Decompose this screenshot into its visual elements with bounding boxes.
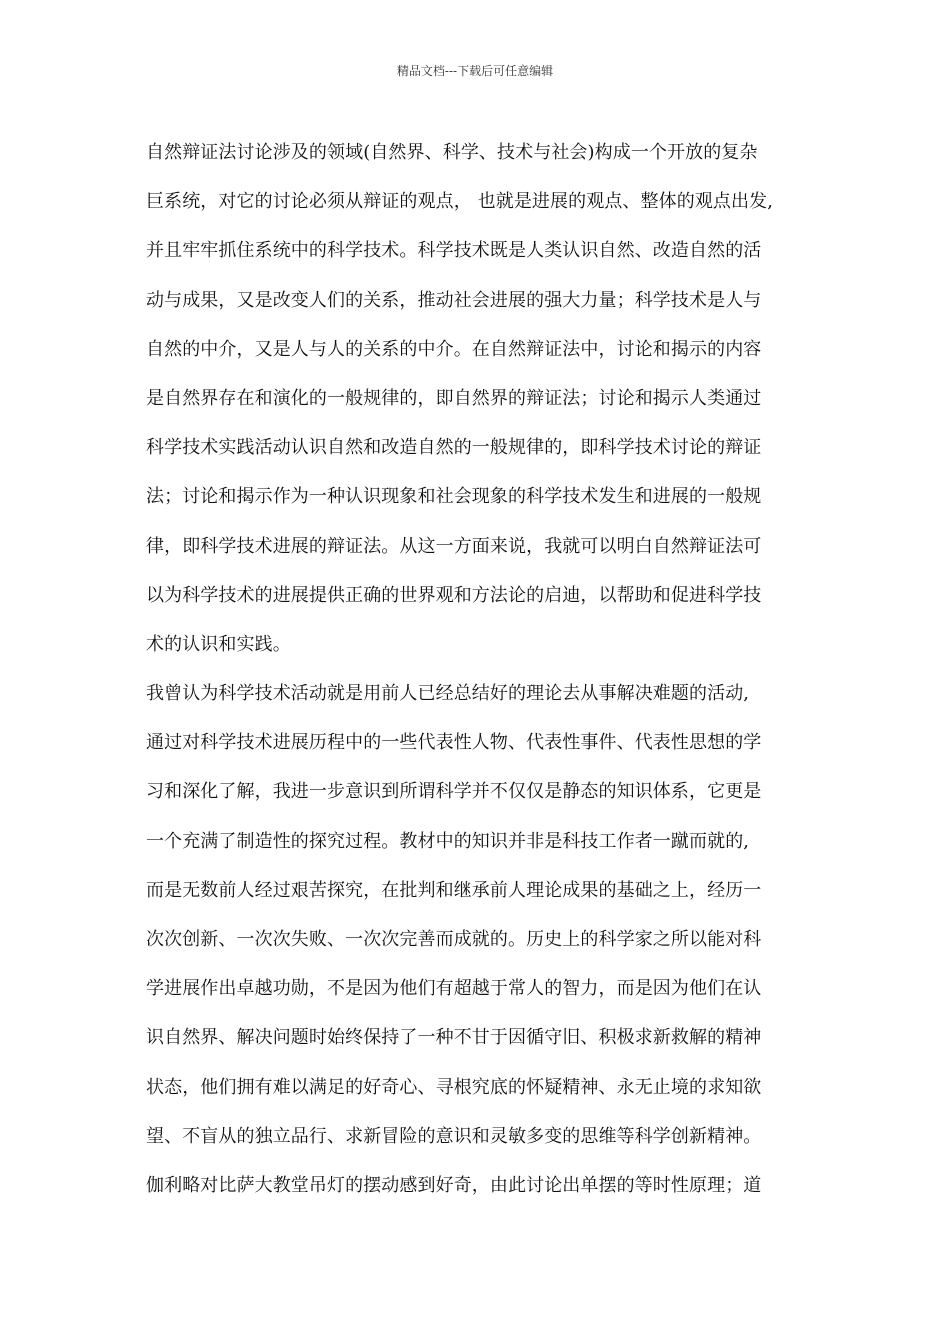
text-line: 一个充满了制造性的探究过程。教材中的知识并非是科技工作者一蹴而就的,: [146, 830, 750, 852]
text-line: 术的认识和实践。: [146, 633, 291, 655]
document-body: [146, 128, 806, 1210]
text-line: 识自然界、解决问题时始终保持了一种不甘于因循守旧、积极求新救解的精神: [146, 1027, 762, 1049]
text-line: 次次创新、一次次失败、一次次完善而成就的。历史上的科学家之所以能对科: [146, 929, 762, 950]
text-line: 我曾认为科学技术活动就是用前人已经总结好的理论去从事解决难题的活动,: [146, 683, 750, 705]
text-line: 望、不盲从的独立品行、求新冒险的意识和灵敏多变的思维等科学创新精神。: [146, 1125, 762, 1147]
text-line: 并且牢牢抓住系统中的科学技术。科学技术既是人类认识自然、改造自然的活: [146, 240, 762, 262]
text-line: 巨系统，对它的讨论必须从辩证的观点， 也就是进展的观点、整体的观点出发,: [146, 191, 774, 213]
text-line: 法；讨论和揭示作为一种认识现象和社会现象的科学技术发生和进展的一般规: [146, 486, 762, 508]
text-line: 学进展作出卓越功勋，不是因为他们有超越于常人的智力，而是因为他们在认: [146, 978, 762, 1000]
text-line: 而是无数前人经过艰苦探究，在批判和继承前人理论成果的基础之上，经历一: [146, 879, 762, 901]
text-line: 以为科学技术的进展提供正确的世界观和方法论的启迪，以帮助和促进科学技: [146, 584, 762, 606]
text-line: 状态，他们拥有难以满足的好奇心、寻根究底的怀疑精神、永无止境的求知欲: [146, 1076, 762, 1098]
text-line: 伽利略对比萨大教堂吊灯的摆动感到好奇，由此讨论出单摆的等时性原理；道: [146, 1174, 762, 1196]
text-line: 是自然界存在和演化的一般规律的，即自然界的辩证法；讨论和揭示人类通过: [146, 387, 762, 409]
text-line: 自然辩证法讨论涉及的领域(自然界、科学、技术与社会)构成一个开放的复杂: [146, 142, 758, 163]
text-line: 自然的中介，又是人与人的关系的中介。在自然辩证法中，讨论和揭示的内容: [146, 338, 762, 360]
text-line: 动与成果，又是改变人们的关系，推动社会进展的强大力量；科学技术是人与: [146, 289, 762, 311]
page-header: 精品文档---下载后可任意编辑: [396, 64, 554, 78]
text-line: 律，即科学技术进展的辩证法。从这一方面来说，我就可以明白自然辩证法可: [146, 535, 762, 557]
text-line: 习和深化了解，我进一步意识到所谓科学并不仅仅是静态的知识体系，它更是: [146, 781, 762, 803]
text-line: 科学技术实践活动认识自然和改造自然的一般规律的，即科学技术讨论的辩证: [146, 437, 762, 459]
text-line: 通过对科学技术进展历程中的一些代表性人物、代表性事件、代表性思想的学: [146, 732, 762, 754]
